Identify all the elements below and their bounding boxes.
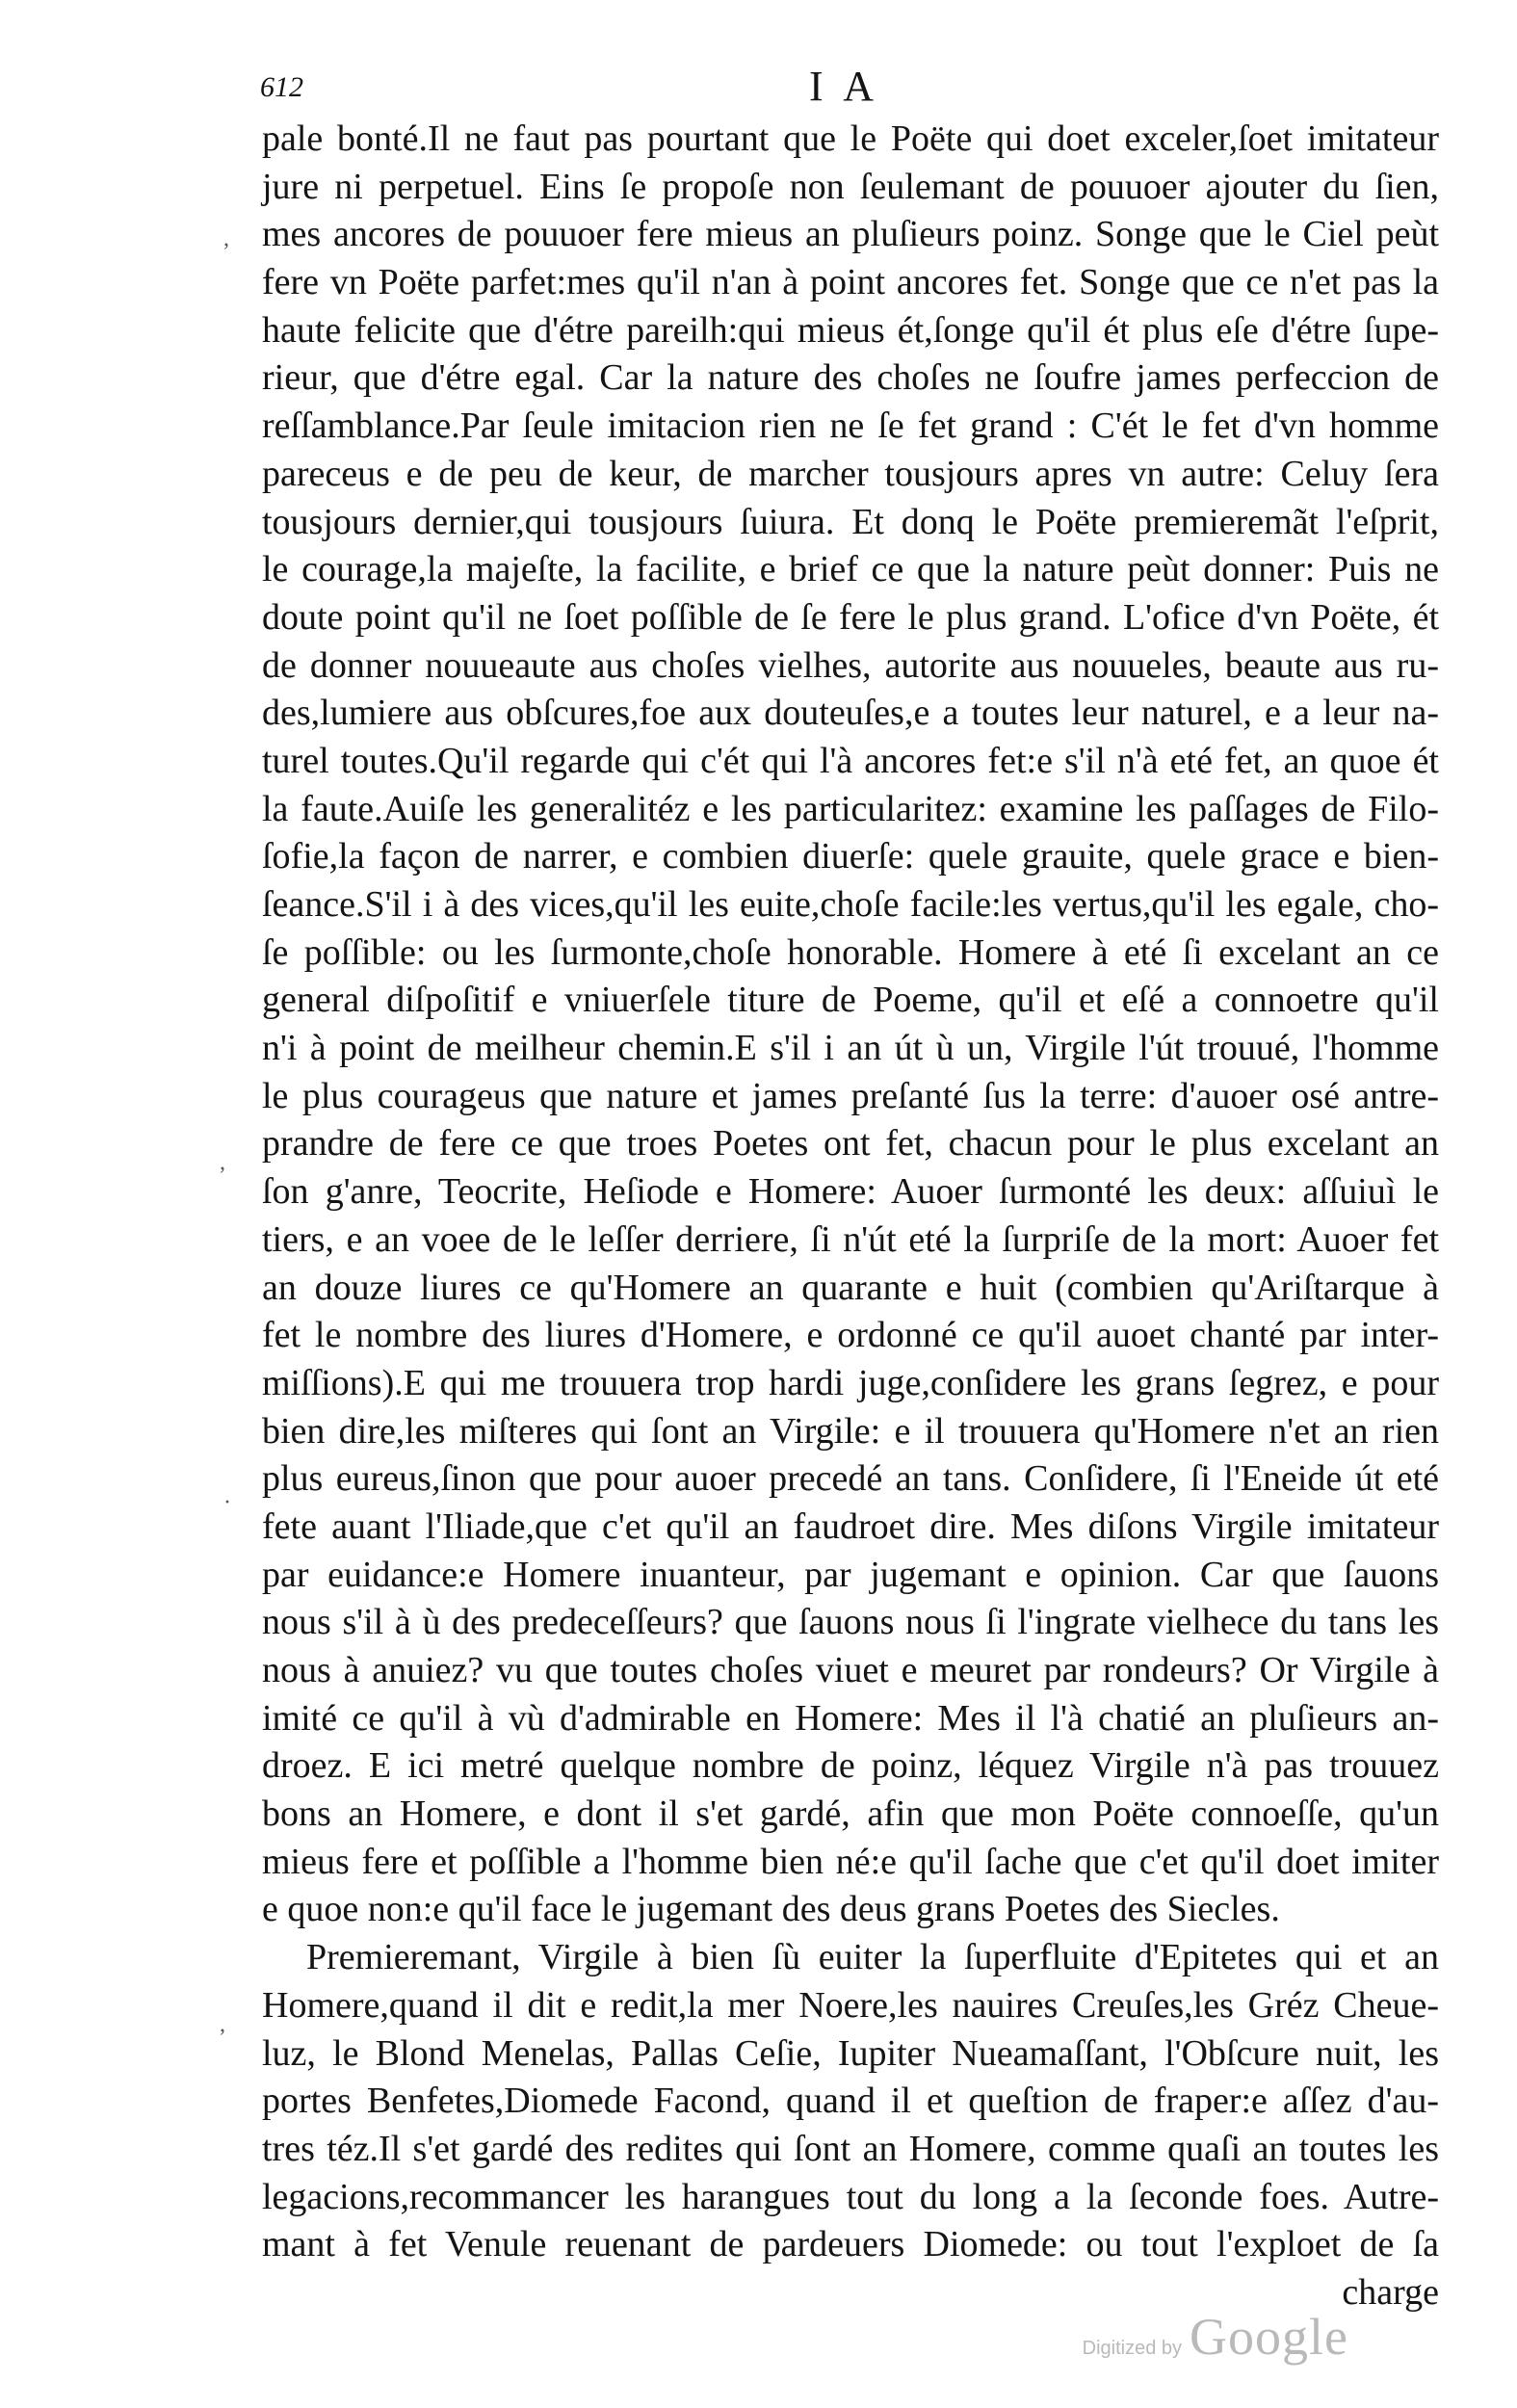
digitization-watermark [1083,2307,1348,2374]
text-line: ſofie,la façon de narrer, e combien diuerſe: quele grauite, quele grace e bien- [262,836,1439,877]
text-line: e quoe non:e qu'il face le jugemant des deus grans Poetes des Siecles. [262,1889,1280,1930]
margin-mark: , [220,1150,225,1175]
text-line: nous s'il à ù des predeceſſeurs? que ſauons nous ſi l'ingrate vielhece du tans les [262,1602,1439,1643]
text-line: doute point qu'il ne ſoet poſſible de ſe fere le plus grand. L'ofice d'vn Poëte, ét [262,596,1439,638]
text-line: portes Benfetes,Diomede Facond, quand il et queſtion de fraper:e aſſez d'au- [262,2081,1439,2122]
page-number: 612 [260,71,303,103]
margin-mark: , [220,2012,225,2037]
text-line: prandre de fere ce que troes Poetes ont fet, chacun pour le plus excelant an [262,1123,1439,1165]
watermark-prefix: Digitized by [1082,2338,1183,2359]
paragraph-start-line: Premieremant, Virgile à bien ſù euiter la ſuperfluite d'Epitetes qui et an [306,1937,1439,1978]
text-line: bons an Homere, e dont il s'et gardé, afin que mon Poëte connoeſſe, qu'un [262,1793,1439,1835]
text-line: mant à fet Venule reuenant de pardeuers Diomede: ou tout l'exploet de ſa [262,2224,1439,2265]
text-line: luz, le Blond Menelas, Pallas Ceſie, Iupiter Nueamaſſant, l'Obſcure nuit, les [262,2032,1439,2074]
running-head [260,65,1440,114]
text-line: ſe poſſible: ou les ſurmonte,choſe honorable. Homere à eté ſi excelant an ce [262,931,1439,973]
text-line: Homere,quand il dit e redit,la mer Noere,les nauires Creuſes,les Gréz Cheue- [262,1984,1439,2026]
text-line: miſſions).E qui me trouuera trop hardi juge,conſidere les grans ſegrez, e pour [262,1362,1439,1403]
text-line: par euidance:e Homere inuanteur, par jugemant e opinion. Car que ſauons [262,1554,1439,1595]
text-line: tousjours dernier,qui tousjours ſuiura. Et donq le Poëte premieremãt l'eſprit, [262,501,1439,542]
text-line: haute felicite que d'étre pareilh:qui mieus ét,ſonge qu'il ét plus eſe d'étre ſupe- [262,309,1439,351]
text-line: mes ancores de pouuoer fere mieus an pluſieurs poinz. Songe que le Ciel peùt [262,214,1439,255]
text-line: pareceus e de peu de keur, de marcher tousjours apres vn autre: Celuy ſera [262,453,1439,494]
text-line: tres téz.Il s'et gardé des redites qui ſont an Homere, comme quaſi an toutes les [262,2128,1439,2169]
text-line: rieur, que d'étre egal. Car la nature des choſes ne ſoufre james perfeccion de [262,357,1439,399]
text-line: tiers, e an voee de le leſſer derriere, ſi n'út eté la ſurpriſe de la mort: Auoer fet [262,1218,1439,1260]
text-line: mieus fere et poſſible a l'homme bien né:e qu'il ſache que c'et qu'il doet imiter [262,1841,1439,1882]
text-line: le courage,la majeſte, la facilite, e brief ce que la nature peùt donner: Puis ne [262,549,1439,590]
text-line: fete auant l'Iliade,que c'et qu'il an faudroet dire. Mes diſons Virgile imitateur [262,1505,1439,1547]
margin-mark: · [223,1490,231,1515]
text-line: de donner nouueaute aus choſes vielhes, autorite aus nouueles, beaute aus ru- [262,644,1439,686]
text-line: fere vn Poëte parfet:mes qu'il n'an à point ancores fet. Songe que ce n'et pas la [262,262,1439,303]
text-line: an douze liures ce qu'Homere an quarante e huit (combien qu'Ariſtarque à [262,1267,1439,1308]
text-line: pale bonté.Il ne faut pas pourtant que le Poëte qui doet exceler,ſoet imitateur [262,118,1439,159]
text-line: bien dire,les miſteres qui ſont an Virgile: e il trouuera qu'Homere n'et an rien [262,1410,1439,1452]
text-line: n'i à point de meilheur chemin.E s'il i an út ù un, Virgile l'út trouué, l'homme [262,1028,1439,1069]
text-line: general diſpoſitif e vniuerſele titure de Poeme, qu'il et eſé a connoetre qu'il [262,980,1439,1021]
text-line: ſeance.S'il i à des vices,qu'il les euite,choſe facile:les vertus,qu'il les egale, cho- [262,884,1439,925]
text-line: la faute.Auiſe les generalitéz e les particularitez: examine les paſſages de Filo- [262,788,1439,829]
text-line: jure ni perpetuel. Eins ſe propoſe non ſeulemant de pouuoer ajouter du ſien, [262,166,1439,207]
catchword: charge [1342,2271,1439,2313]
text-line: des,lumiere aus obſcures,foe aux douteuſes,e a toutes leur naturel, e a leur na- [262,693,1439,734]
text-line: reſſamblance.Par ſeule imitacion rien ne ſe fet grand : C'ét le fet d'vn homme [262,406,1439,447]
running-title: I A [809,63,879,110]
text-line: turel toutes.Qu'il regarde qui c'ét qui l'à ancores fet:e s'il n'à eté fet, an quoe ét [262,740,1439,781]
text-line: legacions,recommancer les harangues tout du long a la ſeconde foes. Autre- [262,2176,1439,2217]
text-line: droez. E ici metré quelque nombre de poinz, léquez Virgile n'à pas trouuez [262,1745,1439,1787]
text-line: ſon g'anre, Teocrite, Heſiode e Homere: Auoer ſurmonté les deux: aſſuiuì le [262,1171,1439,1213]
text-line: fet le nombre des liures d'Homere, e ordonné ce qu'il auoet chanté par inter- [262,1315,1439,1356]
text-line: plus eureus,ſinon que pour auoer precedé an tans. Conſidere, ſi l'Eneide út eté [262,1458,1439,1500]
text-line: nous à anuiez? vu que toutes choſes viuet e meuret par rondeurs? Or Virgile à [262,1650,1439,1690]
margin-mark: , [223,226,229,251]
google-logo: Google [1190,2308,1348,2366]
text-line: le plus courageus que nature et james preſanté ſus la terre: d'auoer osé antre- [262,1075,1439,1116]
text-line: imité ce qu'il à vù d'admirable en Homere: Mes il l'à chatié an pluſieurs an- [262,1697,1439,1739]
body-text [262,116,1439,2317]
